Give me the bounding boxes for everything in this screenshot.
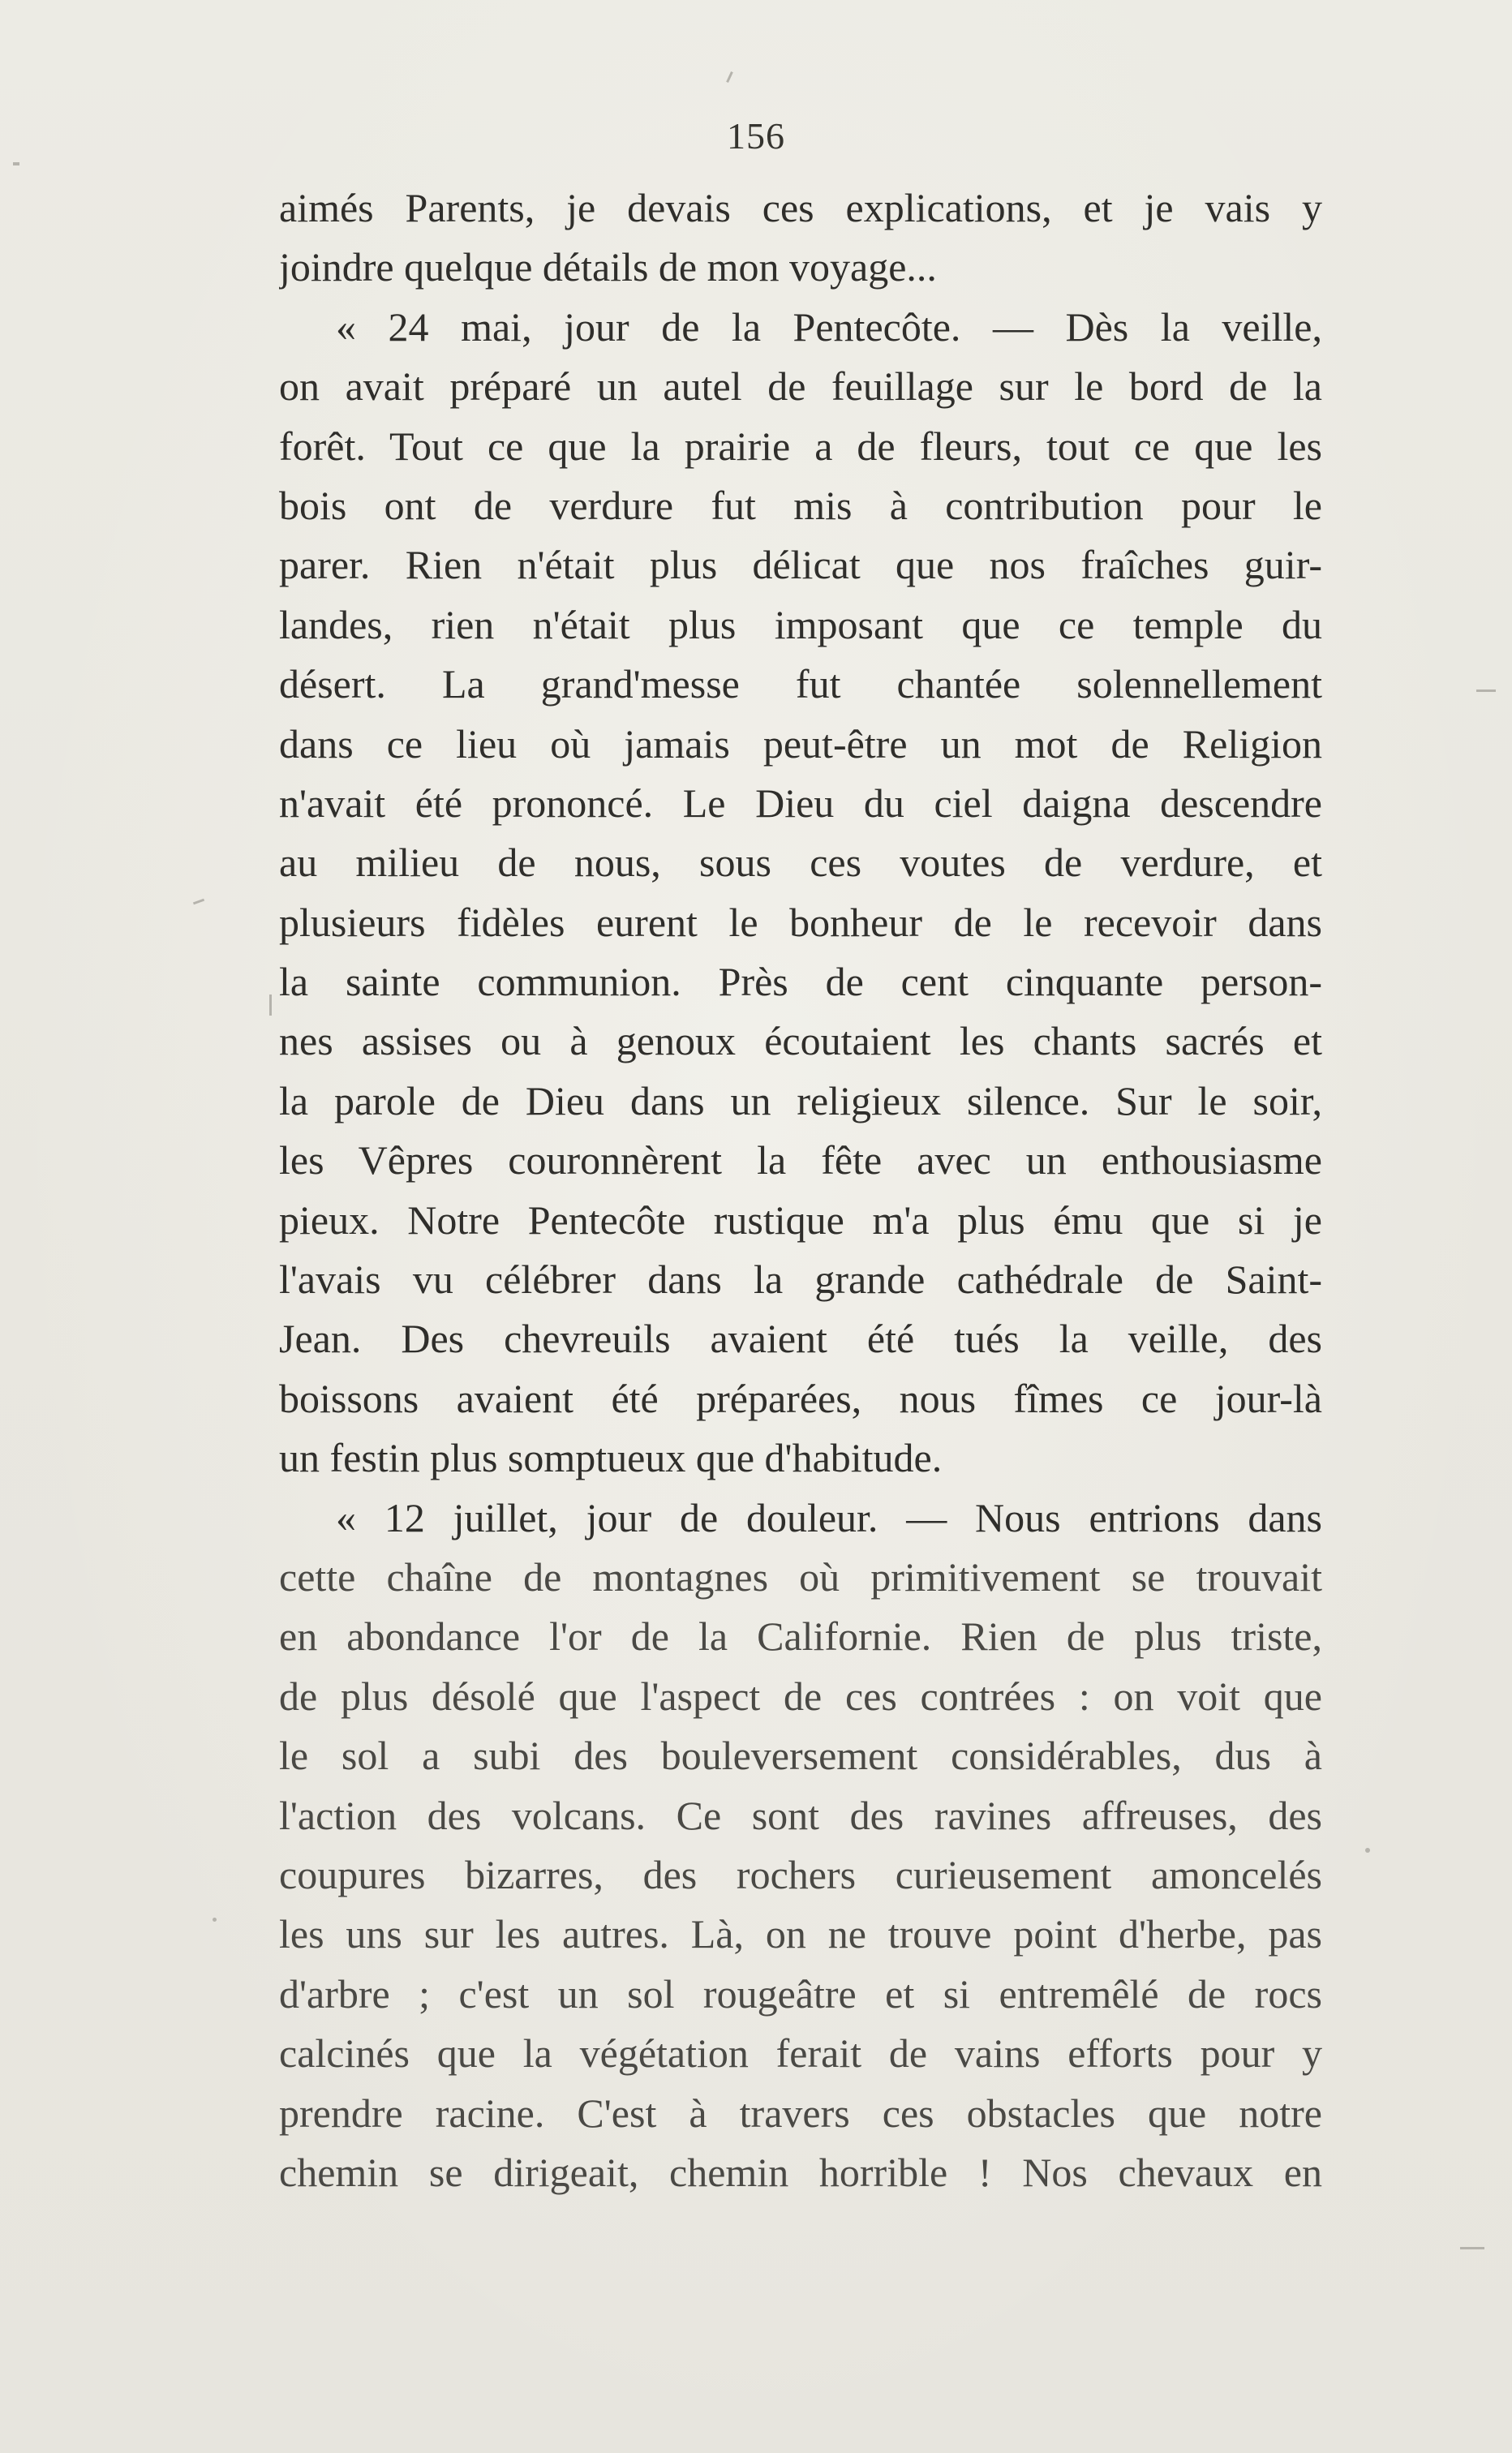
text-line: au milieu de nous, sous ces voutes de verdure, et xyxy=(279,840,1322,886)
text-line: la sainte communion. Près de cent cinquante person- xyxy=(279,959,1322,1005)
text-line: boissons avaient été préparées, nous fîmes ce jour-là xyxy=(279,1375,1322,1421)
text-line: landes, rien n'était plus imposant que ce temple du xyxy=(279,601,1322,647)
text-line: dans ce lieu où jamais peut-être un mot de Religion xyxy=(279,720,1322,767)
text-line: les Vêpres couronnèrent la fête avec un enthousiasme xyxy=(279,1137,1322,1184)
text-line: en abondance l'or de la Californie. Rien de plus triste, xyxy=(279,1613,1322,1660)
specks xyxy=(1460,2247,1484,2249)
text-line: nes assises ou à genoux écoutaient les chants sacrés et xyxy=(279,1018,1322,1064)
text-line: pieux. Notre Pentecôte rustique m'a plus ému que si je xyxy=(279,1196,1322,1243)
text-line: chemin se dirigeait, chemin horrible ! Nos chevaux en xyxy=(279,2149,1322,2195)
text-line: l'avais vu célébrer dans la grande cathédrale de Saint- xyxy=(279,1257,1322,1303)
text-line: calcinés que la végétation ferait de vains efforts pour y xyxy=(279,2030,1322,2077)
specks xyxy=(193,899,204,905)
text-line: Jean. Des chevreuils avaient été tués la veille, des xyxy=(279,1316,1322,1362)
text-line: forêt. Tout ce que la prairie a de fleurs, tout ce que les xyxy=(279,423,1322,469)
specks xyxy=(1365,1848,1370,1853)
text-line: « 24 mai, jour de la Pentecôte. — Dès la veille, xyxy=(336,303,1322,350)
text-line: parer. Rien n'était plus délicat que nos fraîches guir- xyxy=(279,542,1322,588)
text-line: joindre quelque détails de mon voyage... xyxy=(279,244,937,290)
text-line: coupures bizarres, des rochers curieusement amoncelés xyxy=(279,1851,1322,1897)
text-line: l'action des volcans. Ce sont des ravines affreuses, des xyxy=(279,1792,1322,1838)
body-text xyxy=(279,178,1322,2202)
text-line: un festin plus somptueux que d'habitude. xyxy=(279,1435,943,1481)
text-line: désert. La grand'messe fut chantée solennellement xyxy=(279,661,1322,707)
text-line: aimés Parents, je devais ces explications, et je vais y xyxy=(279,185,1322,230)
specks xyxy=(269,995,272,1016)
page-number: 156 xyxy=(727,115,785,157)
text-line: cette chaîne de montagnes où primitivement se trouvait xyxy=(279,1553,1322,1600)
text-line: les uns sur les autres. Là, on ne trouve point d'herbe, pas xyxy=(279,1911,1322,1957)
text-line: prendre racine. C'est à travers ces obstacles que notre xyxy=(279,2090,1322,2136)
text-line: de plus désolé que l'aspect de ces contrées : on voit que xyxy=(279,1673,1322,1719)
text-line: plusieurs fidèles eurent le bonheur de le recevoir dans xyxy=(279,899,1322,945)
text-line: on avait préparé un autel de feuillage sur le bord de la xyxy=(279,363,1322,410)
text-line: d'arbre ; c'est un sol rougeâtre et si entremêlé de rocs xyxy=(279,1970,1322,2017)
text-line: bois ont de verdure fut mis à contribution pour le xyxy=(279,482,1322,528)
text-line: n'avait été prononcé. Le Dieu du ciel daigna descendre xyxy=(279,780,1322,826)
specks xyxy=(213,1918,217,1922)
text-line: « 12 juillet, jour de douleur. — Nous entrions dans xyxy=(336,1494,1322,1540)
text-line: la parole de Dieu dans un religieux silence. Sur le soir, xyxy=(279,1077,1322,1123)
specks xyxy=(13,162,19,165)
specks xyxy=(726,71,733,83)
specks xyxy=(1476,690,1496,692)
text-line: le sol a subi des bouleversement considérables, dus à xyxy=(279,1733,1322,1779)
